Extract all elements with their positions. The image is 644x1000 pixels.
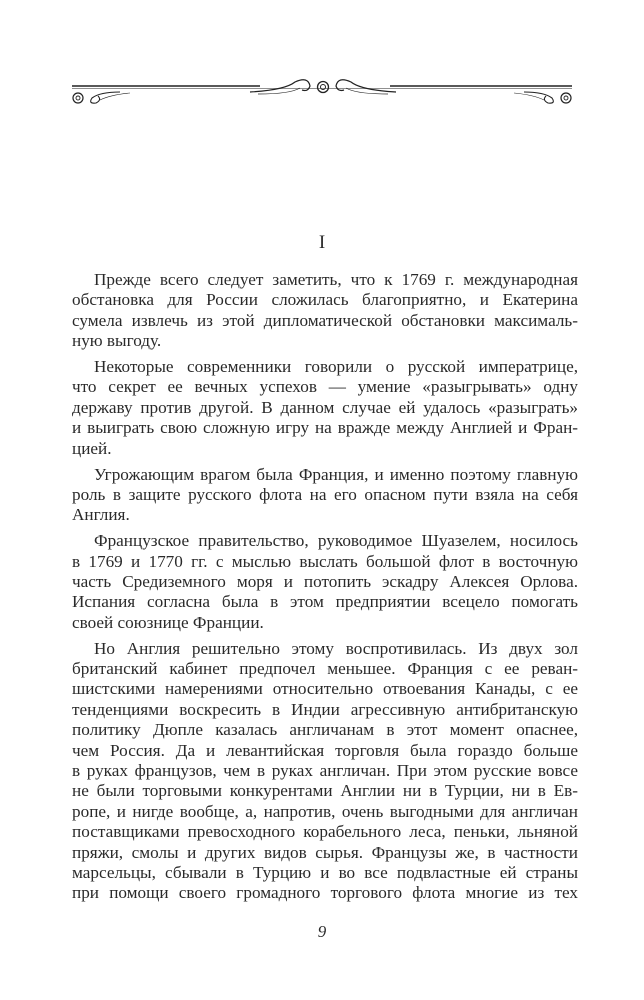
text-line: Некоторые современники говорили о русской императрице, <box>94 357 578 377</box>
paragraph <box>72 357 578 459</box>
text-line: пряжи, смолы и других видов сырья. Французы же, в частности <box>72 842 578 862</box>
text-line: цией. <box>72 438 112 458</box>
text-line: Прежде всего следует заметить, что к 1769 г. международная <box>94 270 578 289</box>
text-line: державу против другой. В данном случае ей удалось «разыграть» <box>72 397 578 417</box>
text-line: британский кабинет предпочел меньшее. Франция с ее реван- <box>72 659 578 679</box>
text-line: своей союзнице Франции. <box>72 612 264 632</box>
text-line: чем Россия. Да и левантийская торговля была гораздо больше <box>72 740 578 760</box>
text-line: Французское правительство, руководимое Шуазелем, носилось <box>94 531 578 551</box>
text-line: не были торговыми конкурентами Англии ни в Турции, ни в Ев- <box>72 781 578 801</box>
text-line: роль в защите русского флота на его опасном пути взяла на себя <box>72 484 578 504</box>
text-line: шистскими намерениями относительно отвоевания Канады, с ее <box>72 679 578 699</box>
text-line: ропе, и нигде вообще, а, напротив, очень выгодными для англичан <box>72 801 578 821</box>
text-line: при помощи своего громадного торгового флота многие из тех <box>72 883 578 903</box>
text-line: и выиграть свою сложную игру на вражде между Англией и Фран- <box>72 418 578 438</box>
text-line: ную выгоду. <box>72 331 162 351</box>
text-line: тенденциями воскресить в Индии агрессивную антибританскую <box>72 699 578 719</box>
page-number: 9 <box>317 922 327 941</box>
paragraph <box>72 465 578 526</box>
text-line: политику Дюпле казалась англичанам в этот момент опаснее, <box>72 720 578 740</box>
text-line: Испания согласна была в этом предприятии всецело помогать <box>72 592 578 612</box>
paragraph <box>72 531 578 633</box>
text-line: в 1769 и 1770 гг. с мыслью выслать большой флот в восточную <box>72 551 578 571</box>
paragraph <box>72 639 578 904</box>
text-line: часть Средиземного моря и потопить эскадру Алексея Орлова. <box>72 571 578 591</box>
chapter-heading: I <box>318 232 326 253</box>
text-line: в руках французов, чем в руках англичан. При этом русские вовсе <box>72 760 578 780</box>
text-line: Угрожающим врагом была Франция, и именно поэтому главную <box>94 464 578 484</box>
text-line: марсельцы, сбывали в Турцию и во все подвластные ей страны <box>72 862 578 882</box>
body-text <box>72 270 578 904</box>
text-line: обстановка для России сложилась благоприятно, и Екатерина <box>72 290 578 310</box>
decorative-ornament-divider <box>70 78 580 110</box>
text-line: что секрет ее вечных успехов — умение «разыгрывать» одну <box>72 377 578 397</box>
text-line: сумела извлечь из этой дипломатической обстановки максималь- <box>72 310 578 330</box>
text-line: Англия. <box>72 505 130 525</box>
paragraph <box>72 270 578 352</box>
text-line: Но Англия решительно этому воспротивилась. Из двух зол <box>94 638 578 658</box>
text-line: поставщиками превосходного корабельного леса, пеньки, льняной <box>72 822 578 842</box>
